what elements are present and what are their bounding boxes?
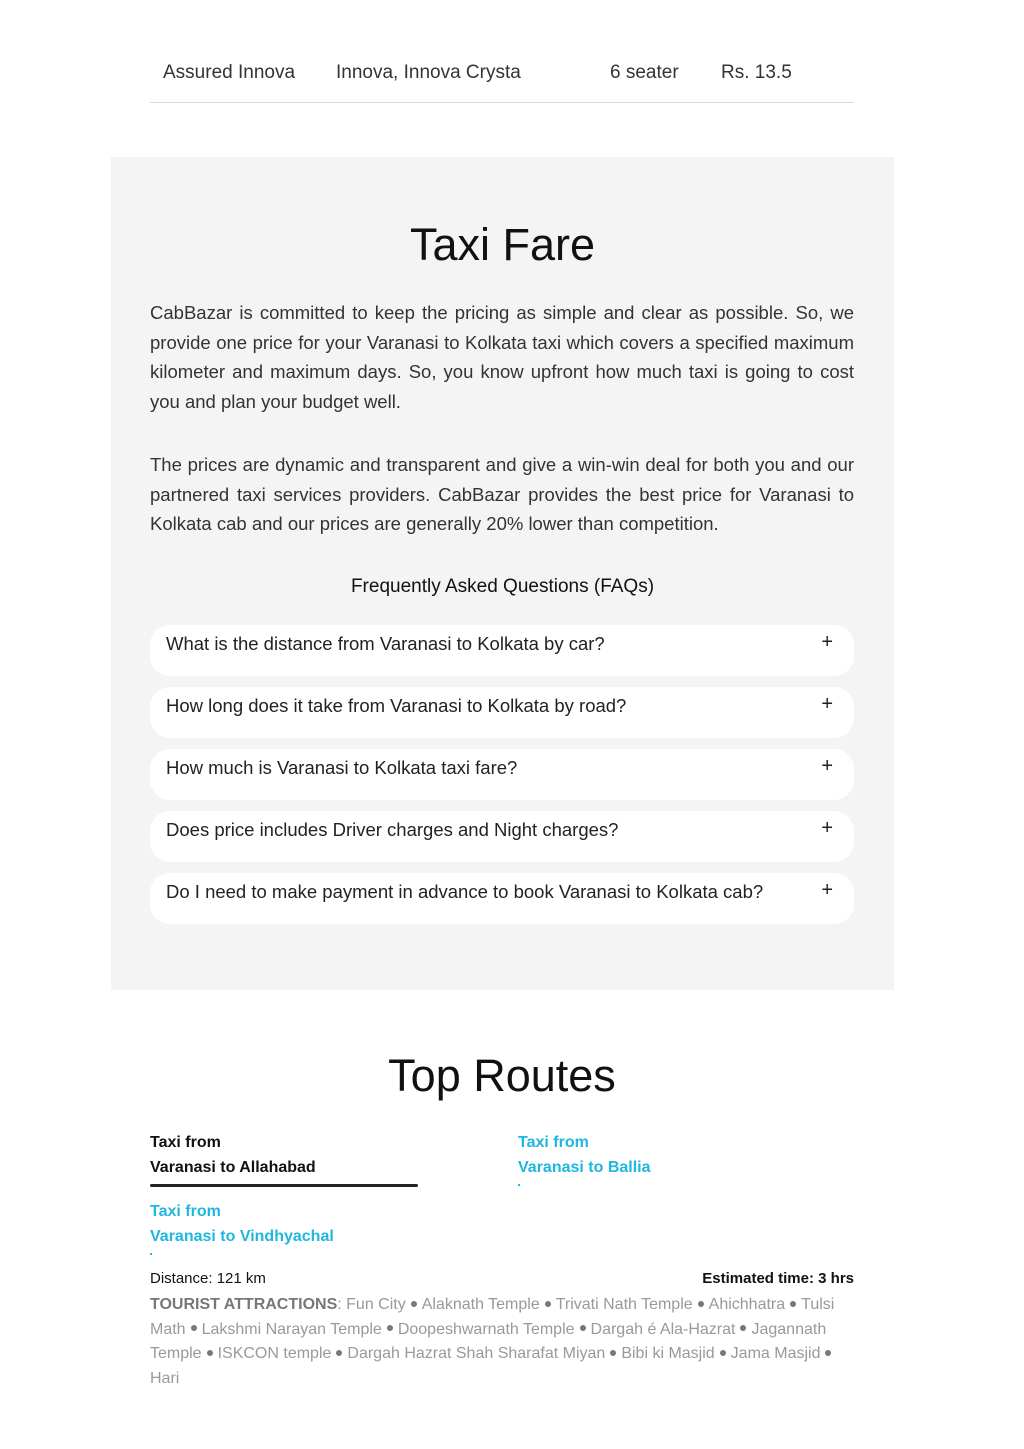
route-line-2: Varanasi to Vindhyachal xyxy=(150,1228,334,1245)
bullet-icon xyxy=(698,1301,704,1307)
fare-paragraph: CabBazar is committed to keep the pricing as simple and clear as possible. So, we provide one price for your Varanasi to Kolkata taxi which covers a specified maximum kilometer and maximum days. So, you know upfront how much taxi is going to cost you and plan your budget well. xyxy=(150,302,854,412)
bullet-icon xyxy=(790,1301,796,1307)
route-tab-ballia[interactable] xyxy=(518,1130,786,1180)
route-line-1: Taxi from xyxy=(150,1134,221,1151)
plus-icon[interactable]: + xyxy=(821,879,833,901)
bullet-icon xyxy=(720,1350,726,1356)
attraction-item: Doopeshwarnath Temple xyxy=(397,1320,575,1338)
plus-icon[interactable]: + xyxy=(821,817,833,839)
plus-icon[interactable]: + xyxy=(821,631,833,653)
tourist-attractions: TOURIST ATTRACTIONS: Fun City Alaknath Temple Trivati Nath Temple Ahichhatra Tulsi Math Lakshmi Narayan Temple Doopeshwarnath Temple Dargah é Ala-Hazrat Jagannath Temple ISKCON temple Dargah Hazrat Shah Sharafat Miyan Bibi ki Masjid Jama MasjidHari xyxy=(150,1296,835,1387)
attraction-item: Bibi ki Masjid xyxy=(621,1345,715,1362)
fare-paragraph: The prices are dynamic and transparent and give a win-win deal for both you and our partnered taxi services providers. CabBazar provides the best price for Varanasi to Kolkata cab and our prices are generally 20% lower than competition. xyxy=(150,454,854,534)
attraction-item: Dargah Hazrat Shah Sharafat Miyan xyxy=(347,1345,606,1362)
attraction-item: Dargah é Ala-Hazrat xyxy=(590,1320,736,1338)
attraction-item: Hari xyxy=(150,1369,180,1387)
route-tab-allahabad[interactable] xyxy=(150,1130,418,1180)
attraction-item: Jama Masjid xyxy=(730,1345,821,1362)
fare-table-row xyxy=(150,56,854,103)
capacity-cell: 6 seater xyxy=(610,62,679,83)
top-routes-title: Top Routes xyxy=(388,1050,616,1101)
faq-question: What is the distance from Varanasi to Kolkata by car? xyxy=(166,633,605,654)
route-line-2: Varanasi to Allahabad xyxy=(150,1159,316,1176)
bullet-icon xyxy=(580,1325,586,1331)
section-title: Taxi Fare xyxy=(409,219,596,270)
plus-icon[interactable]: + xyxy=(821,755,833,777)
taxi-fare-section xyxy=(111,157,894,990)
route-line-1: Taxi from xyxy=(150,1203,221,1220)
attraction-item: Ahichhatra xyxy=(708,1296,786,1313)
cab-models-cell: Innova, Innova Crysta xyxy=(336,62,521,83)
attraction-item: Trivati Nath Temple xyxy=(555,1296,693,1313)
rate-cell: Rs. 13.5 xyxy=(721,62,792,83)
bullet-icon xyxy=(740,1325,746,1331)
distance-label: Distance: xyxy=(150,1270,213,1287)
route-distance xyxy=(150,1270,266,1287)
attraction-item: ISKCON temple xyxy=(217,1345,332,1362)
cab-type-cell: Assured Innova xyxy=(163,62,296,83)
faq-question: How long does it take from Varanasi to Kolkata by road? xyxy=(166,695,627,716)
faq-item[interactable] xyxy=(150,687,854,738)
route-line-1: Taxi from xyxy=(518,1134,589,1151)
bullet-icon xyxy=(411,1301,417,1307)
attraction-item: Tulsi Math xyxy=(150,1296,835,1338)
route-estimated-time xyxy=(702,1270,854,1287)
attraction-item: Alaknath Temple xyxy=(421,1296,540,1313)
bullet-icon xyxy=(610,1350,616,1356)
attraction-item: Jagannath Temple xyxy=(150,1320,827,1362)
route-tab-vindhyachal[interactable] xyxy=(150,1199,418,1249)
faq-question: Do I need to make payment in advance to book Varanasi to Kolkata cab? xyxy=(166,881,764,902)
route-underline-marker xyxy=(518,1184,520,1186)
attraction-item: Lakshmi Narayan Temple xyxy=(201,1320,382,1338)
faq-item[interactable] xyxy=(150,811,854,862)
bullet-icon xyxy=(387,1325,393,1331)
faq-question: How much is Varanasi to Kolkata taxi fare? xyxy=(166,757,518,778)
time-value: 3 hrs xyxy=(818,1270,854,1287)
faq-question: Does price includes Driver charges and Night charges? xyxy=(166,819,619,840)
faq-heading: Frequently Asked Questions (FAQs) xyxy=(350,576,655,597)
plus-icon[interactable]: + xyxy=(821,693,833,715)
active-route-underline xyxy=(150,1184,418,1187)
attraction-item: Fun City xyxy=(346,1296,406,1313)
distance-value: 121 km xyxy=(216,1270,266,1287)
route-underline-marker xyxy=(150,1253,152,1255)
faq-item[interactable] xyxy=(150,749,854,800)
time-label: Estimated time: xyxy=(702,1270,814,1287)
bullet-icon xyxy=(191,1325,197,1331)
bullet-icon xyxy=(336,1350,342,1356)
bullet-icon xyxy=(825,1350,831,1356)
bullet-icon xyxy=(545,1301,551,1307)
route-line-2: Varanasi to Ballia xyxy=(518,1159,651,1176)
faq-item[interactable] xyxy=(150,625,854,676)
faq-item[interactable] xyxy=(150,873,854,924)
attractions-label: TOURIST ATTRACTIONS xyxy=(150,1296,338,1313)
bullet-icon xyxy=(207,1350,213,1356)
